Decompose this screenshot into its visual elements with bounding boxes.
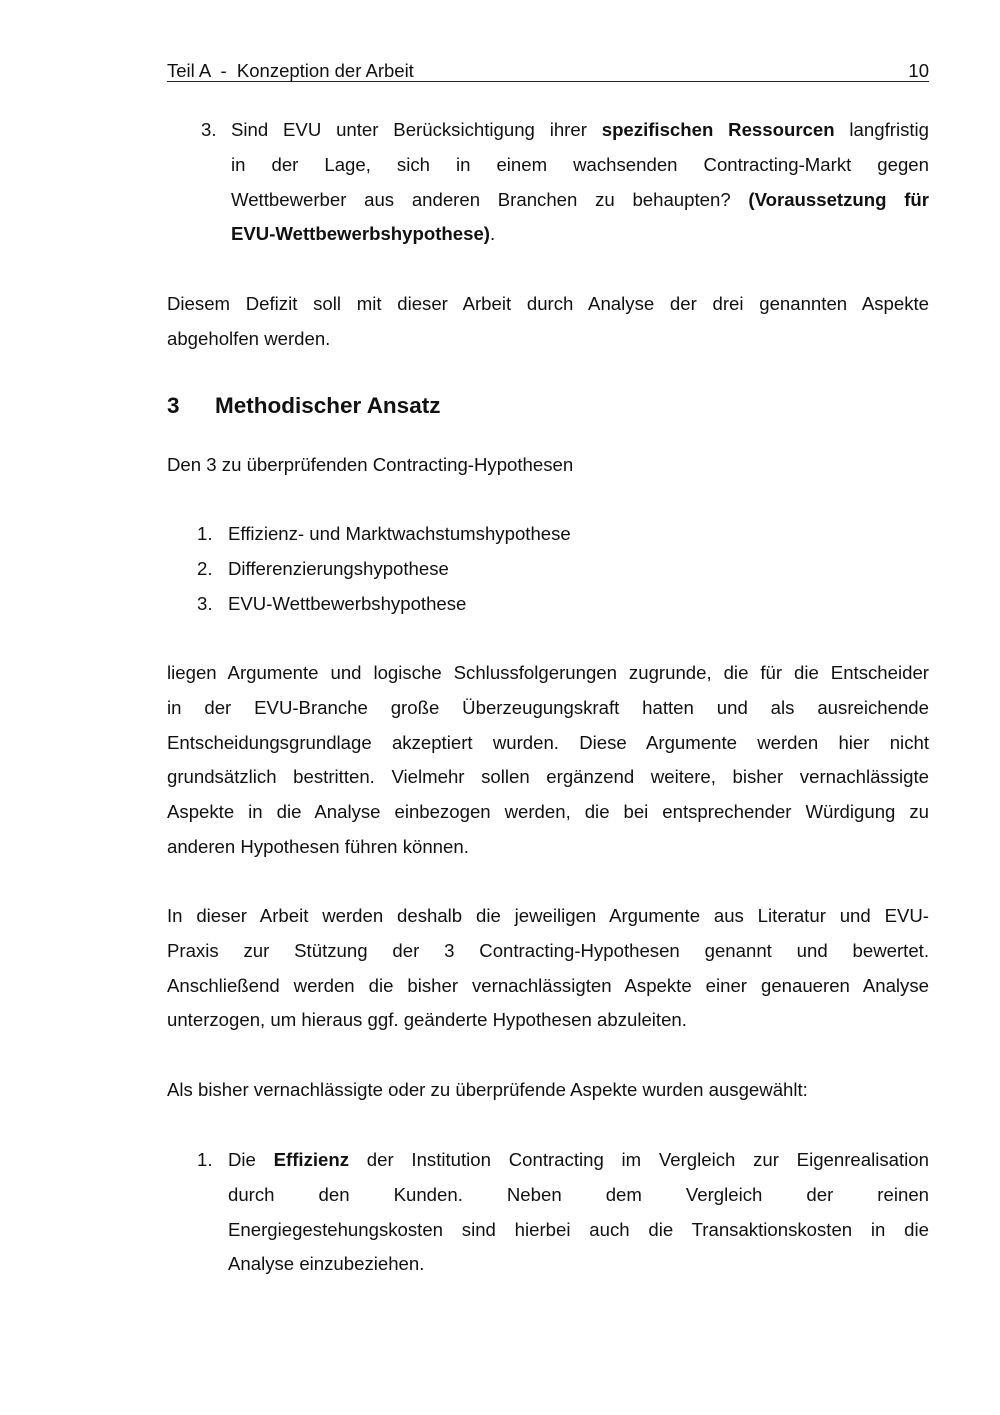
list-number: 3. xyxy=(197,593,213,614)
paragraph-deficit xyxy=(167,287,929,357)
list-line: Sind EVU unter Berücksichtigung ihrer spezifischen Ressourcen langfristig xyxy=(231,119,929,140)
header-title: Teil A - Konzeption der Arbeit xyxy=(167,60,414,81)
bold-term: (Voraussetzung für xyxy=(748,188,929,210)
paragraph-line: Als bisher vernachlässigte oder zu überprüfende Aspekte wurden ausgewählt: xyxy=(167,1079,808,1100)
paragraph-line: grundsätzlich bestritten. Vielmehr sollen ergänzend weitere, bisher vernachlässigte xyxy=(167,766,929,788)
paragraph-line: unterzogen, um hieraus ggf. geänderte Hypothesen abzuleiten. xyxy=(167,1009,687,1031)
list-line: EVU-Wettbewerbshypothese). xyxy=(231,223,496,245)
list-line: Die Effizienz der Institution Contracting im Vergleich zur Eigenrealisation xyxy=(228,1149,929,1170)
list-number: 1. xyxy=(197,523,213,544)
list-line: durch den Kunden. Neben dem Vergleich der reinen xyxy=(228,1183,929,1205)
paragraph-line: Den 3 zu überprüfenden Contracting-Hypothesen xyxy=(167,454,574,475)
section-title: Methodischer Ansatz xyxy=(215,393,441,418)
paragraph-line: In dieser Arbeit werden deshalb die jeweiligen Argumente aus Literatur und EVU- xyxy=(167,905,929,926)
bold-term: spezifischen Ressourcen xyxy=(601,119,835,140)
list-number: 1. xyxy=(197,1149,213,1170)
paragraph-intro xyxy=(167,448,929,483)
paragraph-arguments xyxy=(167,656,929,865)
bold-term: Effizienz xyxy=(273,1149,350,1170)
paragraph-line: Anschließend werden die bisher vernachlässigten Aspekte einer genaueren Analyse xyxy=(167,974,929,996)
paragraph-selected-aspects xyxy=(167,1073,929,1108)
bold-term: EVU-Wettbewerbshypothese) xyxy=(231,223,490,245)
paragraph-line: Aspekte in die Analyse einbezogen werden, die bei entsprechender Würdigung zu xyxy=(167,801,929,823)
paragraph-line: Entscheidungsgrundlage akzeptiert wurden. Diese Argumente werden hier nicht xyxy=(167,731,929,753)
list-number: 3. xyxy=(201,119,217,140)
paragraph-line: Praxis zur Stützung der 3 Contracting-Hypothesen genannt und bewertet. xyxy=(167,939,929,961)
paragraph-method xyxy=(167,899,929,1038)
paragraph-line: liegen Argumente und logische Schlussfolgerungen zugrunde, die für die Entscheider xyxy=(167,662,929,683)
list-line: Analyse einzubeziehen. xyxy=(228,1253,425,1275)
section-number: 3 xyxy=(167,393,180,418)
hypothesis-label: EVU-Wettbewerbshypothese xyxy=(228,593,467,614)
list-line: Wettbewerber aus anderen Branchen zu behaupten? (Voraussetzung für xyxy=(231,188,929,210)
hypothesis-label: Differenzierungshypothese xyxy=(228,558,449,579)
page-number: 10 xyxy=(908,60,929,81)
paragraph-line: anderen Hypothesen führen können. xyxy=(167,835,469,857)
list-line: in der Lage, sich in einem wachsenden Contracting-Markt gegen xyxy=(231,153,929,175)
list-number: 2. xyxy=(197,558,213,579)
paragraph-line: Diesem Defizit soll mit dieser Arbeit durch Analyse der drei genannten Aspekte xyxy=(167,293,929,314)
list-line: Energiegestehungskosten sind hierbei auch die Transaktionskosten in die xyxy=(228,1218,929,1240)
paragraph-line: abgeholfen werden. xyxy=(167,327,331,349)
page-header xyxy=(167,59,929,82)
paragraph-line: in der EVU-Branche große Überzeugungskraft hatten und als ausreichende xyxy=(167,696,929,718)
hypothesis-label: Effizienz- und Marktwachstumshypothese xyxy=(228,523,571,544)
